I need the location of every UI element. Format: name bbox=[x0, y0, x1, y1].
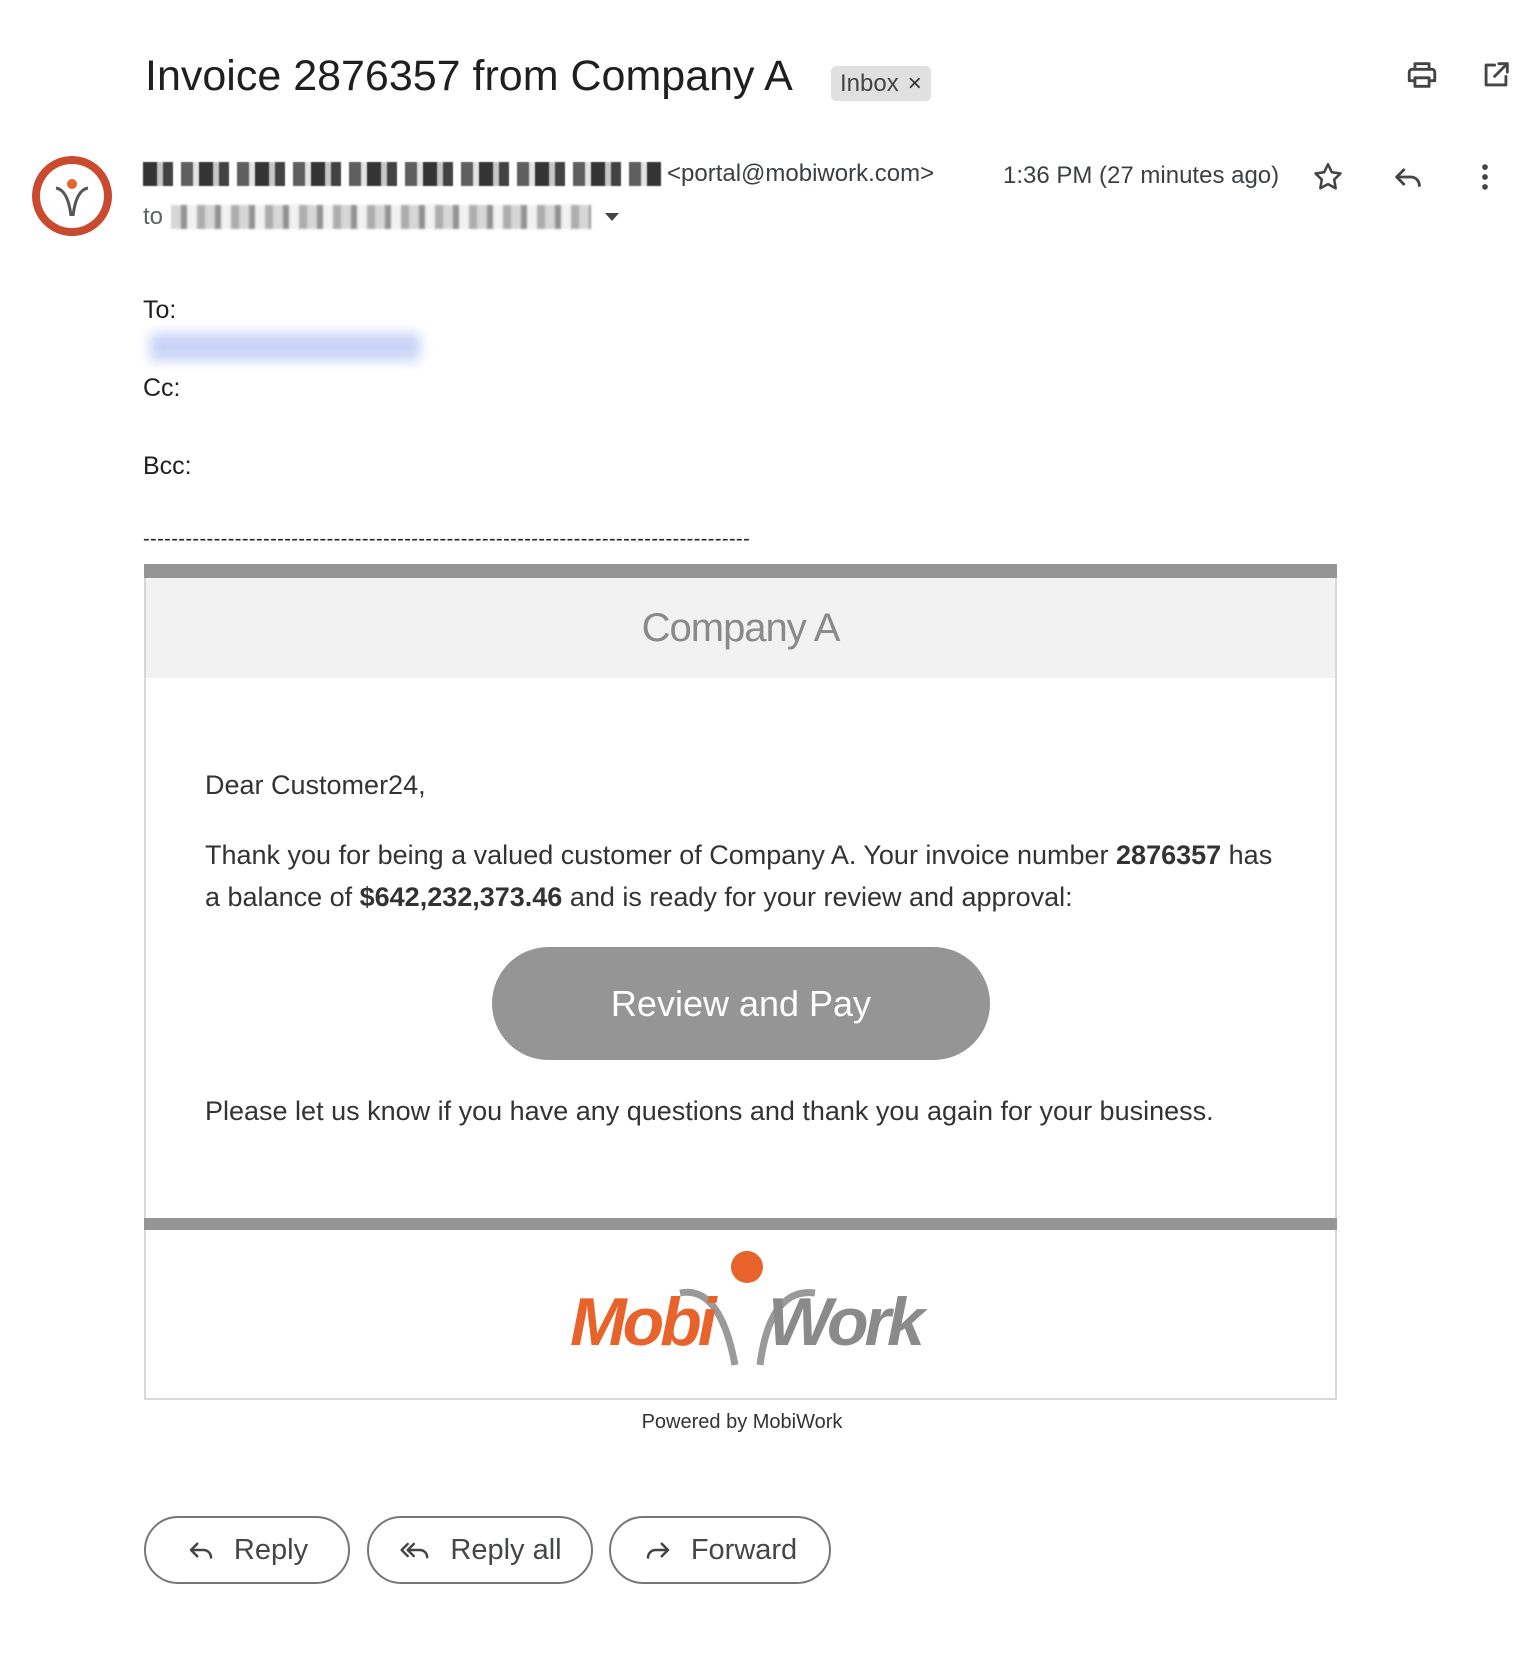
cc-label: Cc: bbox=[143, 374, 181, 402]
message-part-1: Thank you for being a valued customer of Company A. Your invoice number bbox=[205, 840, 1117, 870]
invoice-number: 2876357 bbox=[1116, 840, 1222, 870]
recipients-redacted bbox=[171, 205, 591, 229]
closing-message: Please let us know if you have any questions and thank you again for your business. bbox=[205, 1096, 1214, 1126]
greeting: Dear Customer24, bbox=[205, 770, 426, 800]
forward-button[interactable] bbox=[609, 1516, 831, 1584]
sender-line bbox=[143, 160, 934, 188]
show-details-dropdown-icon[interactable] bbox=[605, 213, 619, 221]
print-icon[interactable] bbox=[1405, 58, 1439, 92]
sender-name-redacted bbox=[143, 162, 661, 186]
review-and-pay-button[interactable]: Review and Pay bbox=[492, 947, 990, 1060]
more-vert-icon[interactable] bbox=[1468, 160, 1502, 194]
reply-icon[interactable] bbox=[1391, 160, 1425, 194]
separator-line: -------------------------------------------------------------------------------------- bbox=[143, 528, 751, 550]
card-top-bar bbox=[144, 564, 1337, 578]
reply-arrow-icon bbox=[186, 1535, 216, 1565]
reply-button[interactable] bbox=[144, 1516, 350, 1584]
reply-all-label: Reply all bbox=[450, 1533, 562, 1566]
svg-text:Mobi: Mobi bbox=[570, 1284, 713, 1360]
invoice-message bbox=[205, 834, 1275, 918]
avatar-logo bbox=[40, 164, 104, 228]
email-subject: Invoice 2876357 from Company A bbox=[145, 52, 793, 100]
to-prefix: to bbox=[143, 203, 164, 230]
remove-label-icon[interactable]: × bbox=[907, 69, 922, 97]
mobiwork-logo bbox=[560, 1245, 930, 1375]
to-email-redacted bbox=[150, 333, 420, 361]
powered-by-text: Powered by MobiWork bbox=[641, 1411, 843, 1433]
card-divider-bar bbox=[144, 1218, 1337, 1230]
sender-avatar[interactable] bbox=[32, 156, 112, 236]
message-part-2: has a balance of bbox=[205, 840, 1273, 912]
star-icon[interactable] bbox=[1311, 160, 1345, 194]
recipient-line bbox=[143, 203, 619, 231]
forward-arrow-icon bbox=[643, 1535, 673, 1565]
email-timestamp: 1:36 PM (27 minutes ago) bbox=[1003, 162, 1280, 189]
sender-email: <portal@mobiwork.com> bbox=[667, 160, 935, 187]
inbox-label: Inbox bbox=[840, 69, 899, 97]
reply-all-button[interactable] bbox=[367, 1516, 593, 1584]
open-in-new-icon[interactable] bbox=[1479, 58, 1513, 92]
svg-text:Work: Work bbox=[768, 1284, 921, 1360]
forward-label: Forward bbox=[690, 1533, 798, 1566]
company-header: Company A bbox=[146, 578, 1335, 678]
reply-label: Reply bbox=[233, 1533, 309, 1566]
to-label: To: bbox=[143, 296, 177, 324]
message-part-3: and is ready for your review and approval: bbox=[562, 882, 1073, 912]
inbox-label-chip[interactable] bbox=[831, 66, 931, 101]
balance-amount: $642,232,373.46 bbox=[359, 882, 563, 912]
reply-all-icon bbox=[398, 1535, 432, 1565]
bcc-label: Bcc: bbox=[143, 452, 192, 480]
